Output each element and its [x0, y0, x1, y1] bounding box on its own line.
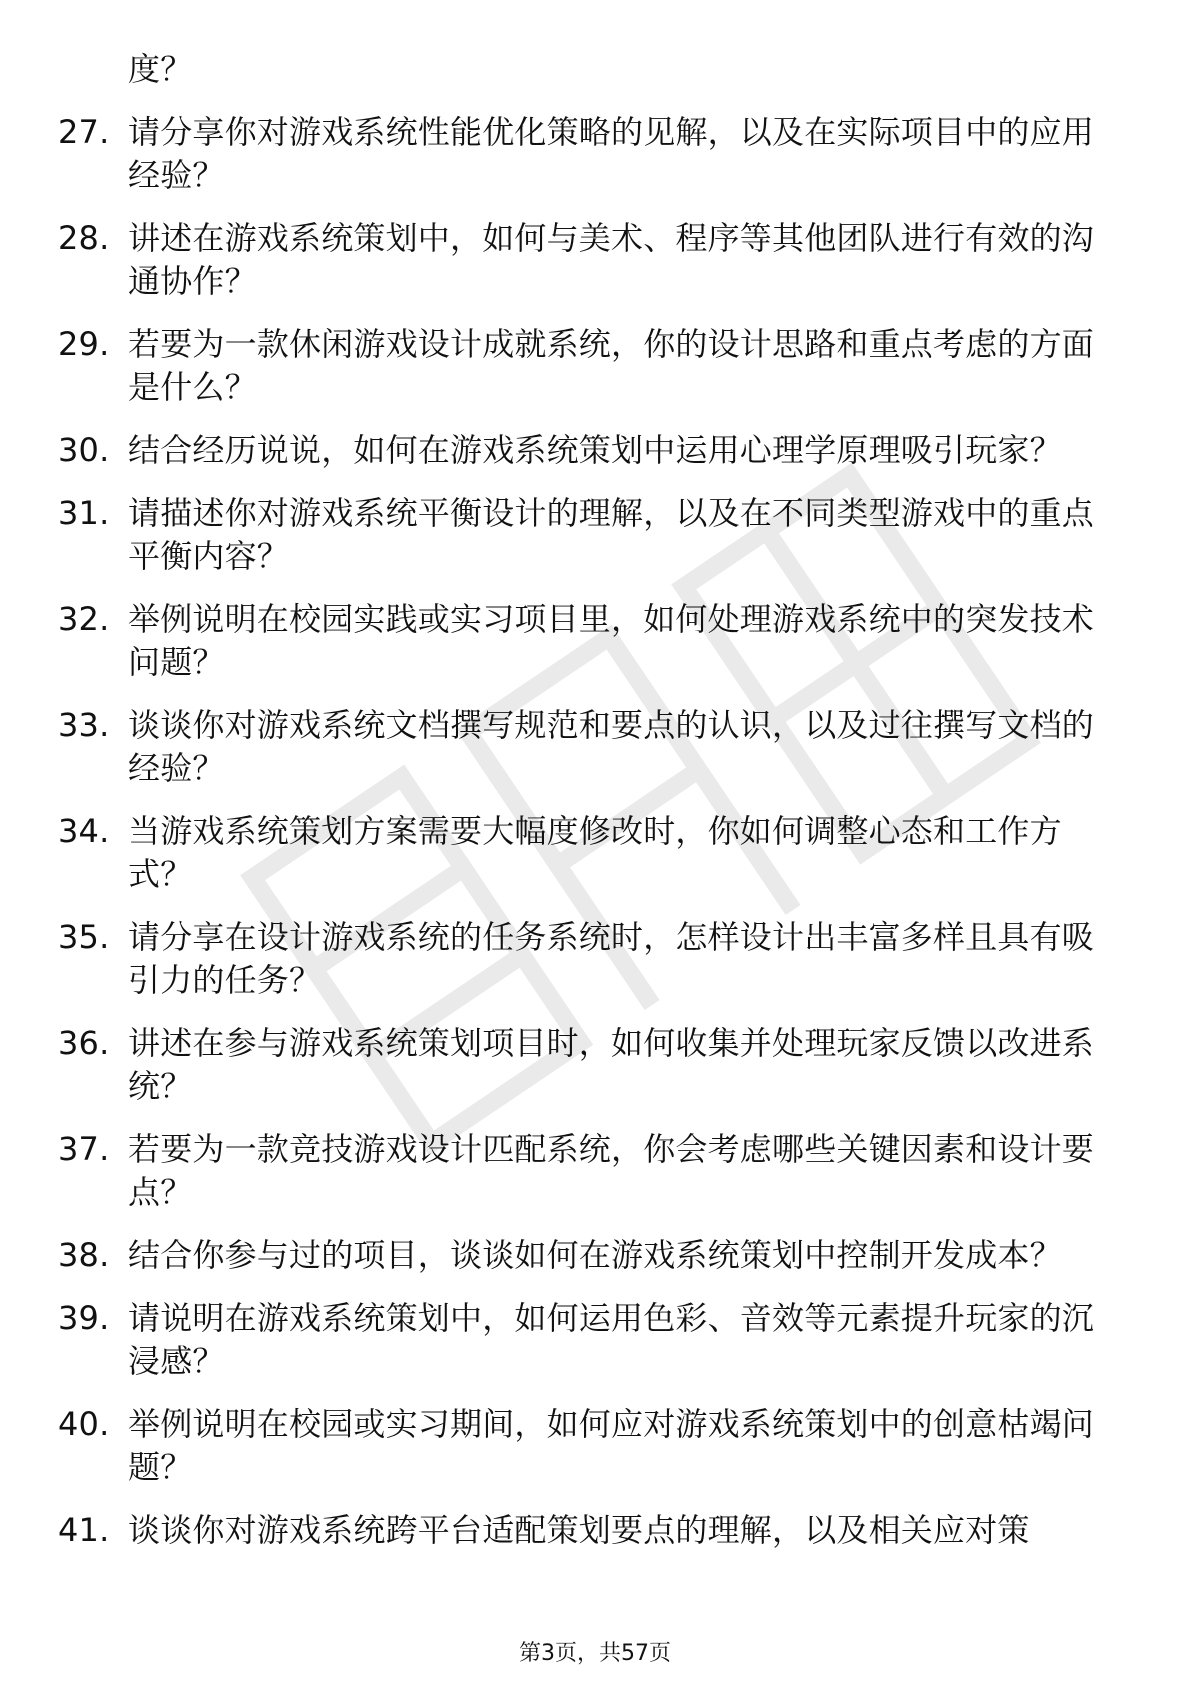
- question-number: 34.: [58, 812, 110, 850]
- list-item: [0, 1403, 1190, 1489]
- question-number: 32.: [58, 600, 110, 638]
- question-number: 37.: [58, 1130, 110, 1168]
- list-item: [0, 704, 1190, 790]
- question-number: 30.: [58, 431, 110, 469]
- continuation-text: 度？: [128, 50, 193, 88]
- question-text: 请分享你对游戏系统性能优化策略的见解，以及在实际项目中的应用经验？: [128, 113, 1095, 194]
- question-text: 请说明在游戏系统策划中，如何运用色彩、音效等元素提升玩家的沉浸感？: [128, 1299, 1095, 1380]
- question-text: 若要为一款休闲游戏设计成就系统，你的设计思路和重点考虑的方面是什么？: [128, 325, 1095, 406]
- question-number: 29.: [58, 325, 110, 363]
- list-item: [0, 916, 1190, 1002]
- question-text: 结合你参与过的项目，谈谈如何在游戏系统策划中控制开发成本？: [128, 1236, 1062, 1274]
- list-item: [0, 1128, 1190, 1214]
- question-number: 38.: [58, 1236, 110, 1274]
- question-number: 28.: [58, 219, 110, 257]
- question-text: 当游戏系统策划方案需要大幅度修改时，你如何调整心态和工作方式？: [128, 812, 1062, 893]
- question-number: 27.: [58, 113, 110, 151]
- list-item: [0, 1509, 1190, 1552]
- question-number: 35.: [58, 918, 110, 956]
- list-item: [0, 217, 1190, 303]
- list-item: [0, 429, 1190, 472]
- question-text: 若要为一款竞技游戏设计匹配系统，你会考虑哪些关键因素和设计要点？: [128, 1130, 1095, 1211]
- list-item: [0, 810, 1190, 896]
- question-text: 请分享在设计游戏系统的任务系统时，怎样设计出丰富多样且具有吸引力的任务？: [128, 918, 1095, 999]
- question-text: 请描述你对游戏系统平衡设计的理解，以及在不同类型游戏中的重点平衡内容？: [128, 494, 1095, 575]
- question-number: 40.: [58, 1405, 110, 1443]
- question-number: 31.: [58, 494, 110, 532]
- list-item: [0, 492, 1190, 578]
- question-text: 谈谈你对游戏系统跨平台适配策划要点的理解，以及相关应对策: [128, 1511, 1030, 1549]
- question-number: 39.: [58, 1299, 110, 1337]
- list-item: [0, 598, 1190, 684]
- page-number-label: 第3页，共57页: [519, 1641, 671, 1666]
- question-text: 讲述在游戏系统策划中，如何与美术、程序等其他团队进行有效的沟通协作？: [128, 219, 1095, 300]
- question-text: 举例说明在校园或实习期间，如何应对游戏系统策划中的创意枯竭问题？: [128, 1405, 1095, 1486]
- question-text: 举例说明在校园实践或实习项目里，如何处理游戏系统中的突发技术问题？: [128, 600, 1095, 681]
- question-content: [0, 48, 1190, 1572]
- list-item: [0, 323, 1190, 409]
- list-item-continuation: [0, 48, 1190, 91]
- list-item: [0, 1022, 1190, 1108]
- list-item: [0, 1234, 1190, 1277]
- page-footer: [0, 1640, 1190, 1668]
- question-text: 结合经历说说，如何在游戏系统策划中运用心理学原理吸引玩家？: [128, 431, 1062, 469]
- list-item: [0, 111, 1190, 197]
- list-item: [0, 1297, 1190, 1383]
- question-text: 谈谈你对游戏系统文档撰写规范和要点的认识，以及过往撰写文档的经验？: [128, 706, 1095, 787]
- question-text: 讲述在参与游戏系统策划项目时，如何收集并处理玩家反馈以改进系统？: [128, 1024, 1095, 1105]
- question-list: [0, 48, 1190, 1552]
- question-number: 33.: [58, 706, 110, 744]
- question-number: 41.: [58, 1511, 110, 1549]
- question-number: 36.: [58, 1024, 110, 1062]
